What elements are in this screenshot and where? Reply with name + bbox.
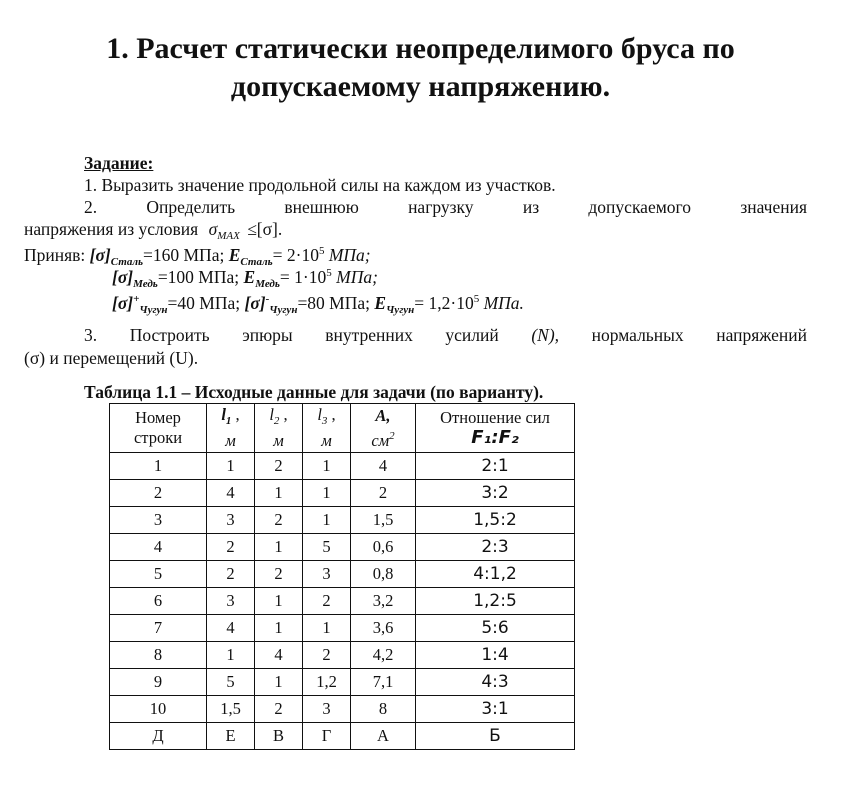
- le-condition: ≤[σ].: [247, 219, 283, 239]
- param-value: = 1,2·10: [414, 293, 474, 313]
- param-value: = 2·10: [272, 245, 319, 265]
- table-cell: 2: [255, 561, 303, 588]
- table-row: [110, 534, 575, 561]
- table-cell: 3:1: [416, 696, 575, 723]
- table-row: [110, 588, 575, 615]
- table-cell: 1,5: [207, 696, 255, 723]
- table-cell: 1: [303, 615, 351, 642]
- table-cell: 7,1: [351, 669, 416, 696]
- param-sub: Сталь: [240, 256, 273, 268]
- table-row: [110, 615, 575, 642]
- param-e-copper: E: [243, 267, 256, 287]
- param-unit: МПа;: [331, 267, 378, 287]
- word: 3.: [84, 325, 98, 345]
- task-item-1: 1. Выразить значение продольной силы на каждом из участков.: [84, 175, 556, 195]
- header-unit: м: [321, 431, 332, 450]
- word: нагрузку: [408, 197, 474, 217]
- table-cell: 7: [110, 615, 207, 642]
- table-cell: 4:3: [416, 669, 575, 696]
- table-cell: 2: [255, 453, 303, 480]
- table-row: [110, 669, 575, 696]
- table-cell: 1: [255, 534, 303, 561]
- table-cell: 5:6: [416, 615, 575, 642]
- table-cell: 4: [255, 642, 303, 669]
- task-label: Задание:: [84, 153, 154, 173]
- table-cell: 8: [351, 696, 416, 723]
- header-text: строки: [133, 428, 183, 447]
- variants-table: [109, 403, 575, 750]
- header-text: ,: [231, 405, 240, 424]
- param-sigma-copper: [σ]: [112, 267, 134, 287]
- param-unit: МПа.: [479, 293, 524, 313]
- header-symbol: A,: [375, 405, 391, 425]
- param-sigma-iron-minus: [σ]: [244, 293, 266, 313]
- table-cell: 2: [255, 507, 303, 534]
- param-value: =100 МПа;: [157, 267, 244, 287]
- table-cell: 1: [303, 507, 351, 534]
- table-cell: 9: [110, 669, 207, 696]
- table-row: [110, 642, 575, 669]
- table-cell: Г: [303, 723, 351, 750]
- table-cell: 1,5: [351, 507, 416, 534]
- table-cell: 4: [351, 453, 416, 480]
- table-header-row: [110, 404, 575, 453]
- param-sigma-steel: [σ]: [89, 245, 111, 265]
- table-cell: 1: [255, 669, 303, 696]
- param-exponent: 5: [473, 293, 480, 305]
- title-line-2: допускаемому напряжению.: [230, 70, 611, 103]
- table-cell: 3,2: [351, 588, 416, 615]
- table-cell: 5: [110, 561, 207, 588]
- sigma-max-subscript: MAX: [217, 230, 240, 242]
- table-cell: 1: [303, 480, 351, 507]
- param-sub: Чугун: [386, 304, 415, 316]
- table-cell: 3: [303, 561, 351, 588]
- table-cell: 2: [110, 480, 207, 507]
- header-l2: [255, 404, 303, 453]
- title-line-1: 1. Расчет статически неопределимого бруса по: [106, 32, 735, 65]
- task-heading: [84, 152, 153, 174]
- task-item-2-line-1: [84, 196, 807, 218]
- table-cell: 1: [303, 453, 351, 480]
- table-row: [110, 507, 575, 534]
- table-cell: В: [255, 723, 303, 750]
- table-cell: Б: [416, 723, 575, 750]
- table-cell: 1: [255, 480, 303, 507]
- header-unit: см: [371, 430, 390, 450]
- header-l3: [303, 404, 351, 453]
- table-row: [110, 453, 575, 480]
- param-sub: Чугун: [269, 304, 298, 316]
- param-sup: +: [133, 293, 140, 305]
- table-cell: 2: [351, 480, 416, 507]
- word: напряжений: [716, 325, 808, 345]
- header-symbol: F₁:F₂: [471, 427, 519, 448]
- table-cell: 3: [303, 696, 351, 723]
- header-text: Номер: [135, 408, 181, 427]
- header-unit: м: [225, 431, 236, 450]
- table-cell: 2: [207, 561, 255, 588]
- table-cell: 4: [207, 615, 255, 642]
- table-cell: 4:1,2: [416, 561, 575, 588]
- table-cell: 1: [255, 588, 303, 615]
- table-cell: 6: [110, 588, 207, 615]
- word: 2.: [84, 197, 98, 217]
- table-cell: 4,2: [351, 642, 416, 669]
- task-item-3-line-1: [84, 324, 807, 346]
- table-cell: 2:3: [416, 534, 575, 561]
- table-cell: 5: [303, 534, 351, 561]
- table-cell: 1,5:2: [416, 507, 575, 534]
- header-sub: 3: [321, 415, 328, 427]
- word: усилий: [445, 325, 499, 345]
- table-cell: 2: [207, 534, 255, 561]
- table-cell: 3: [207, 507, 255, 534]
- table-cell: 1:4: [416, 642, 575, 669]
- param-exponent: 5: [326, 267, 332, 279]
- word: значения: [740, 197, 808, 217]
- table-cell: 1,2: [303, 669, 351, 696]
- table-cell: А: [351, 723, 416, 750]
- header-symbol: l: [317, 405, 322, 424]
- word: из: [522, 197, 540, 217]
- table-cell: 3: [110, 507, 207, 534]
- table-cell: 1: [110, 453, 207, 480]
- table-cell: 4: [207, 480, 255, 507]
- table-row: [110, 696, 575, 723]
- document-title: [0, 30, 841, 106]
- condition-text: напряжения из условия: [24, 219, 199, 239]
- word: (N),: [531, 325, 560, 345]
- word: допускаемого: [588, 197, 692, 217]
- header-row-number: [110, 404, 207, 453]
- param-value: =160 МПа;: [143, 245, 229, 265]
- table-cell: 4: [110, 534, 207, 561]
- param-exponent: 5: [318, 245, 325, 257]
- table-cell: 3,6: [351, 615, 416, 642]
- table-cell: 10: [110, 696, 207, 723]
- sigma-symbol: σ: [208, 219, 218, 239]
- header-text: ,: [327, 405, 336, 424]
- header-force-ratio: [416, 404, 575, 453]
- param-sup: -: [265, 293, 270, 305]
- accepted-prefix: Приняв:: [24, 245, 86, 265]
- header-sup: 2: [389, 429, 395, 442]
- table-cell: 2: [255, 696, 303, 723]
- table-cell: 1,2:5: [416, 588, 575, 615]
- header-text: Отношение сил: [440, 408, 550, 427]
- param-sub: Медь: [255, 278, 280, 290]
- table-cell: 5: [207, 669, 255, 696]
- word: Построить: [129, 325, 210, 345]
- word: эпюры: [242, 325, 293, 345]
- task-item-3-line-2: (σ) и перемещений (U).: [24, 348, 199, 368]
- param-sub: Медь: [133, 278, 158, 290]
- param-value: =40 МПа;: [167, 293, 245, 313]
- header-symbol: l: [269, 405, 274, 424]
- params-line-3: [112, 288, 524, 321]
- table-caption: Таблица 1.1 – Исходные данные для задачи (по варианту).: [84, 382, 544, 402]
- header-area: [351, 404, 416, 453]
- header-sub: 2: [273, 415, 280, 427]
- param-e-iron: E: [374, 293, 387, 313]
- header-sub: 1: [225, 415, 232, 427]
- param-value: =80 МПа;: [297, 293, 375, 313]
- table-cell: Д: [110, 723, 207, 750]
- word: внешнюю: [284, 197, 359, 217]
- header-symbol: l: [221, 405, 226, 424]
- table-row: [110, 480, 575, 507]
- header-unit: м: [273, 431, 284, 450]
- table-cell: 3: [207, 588, 255, 615]
- table-cell: Е: [207, 723, 255, 750]
- table-cell: 1: [255, 615, 303, 642]
- param-sub: Чугун: [139, 304, 168, 316]
- param-unit: МПа;: [324, 245, 371, 265]
- table-cell: 2: [303, 642, 351, 669]
- word: Определить: [146, 197, 236, 217]
- param-sub: Сталь: [110, 256, 143, 268]
- table-cell: 2:1: [416, 453, 575, 480]
- param-e-steel: E: [228, 245, 241, 265]
- table-cell: 1: [207, 642, 255, 669]
- param-value: = 1·10: [279, 267, 327, 287]
- header-text: ,: [279, 405, 288, 424]
- table-cell: 2: [303, 588, 351, 615]
- header-l1: [207, 404, 255, 453]
- word: нормальных: [591, 325, 684, 345]
- table-row: [110, 561, 575, 588]
- table-cell: 8: [110, 642, 207, 669]
- table-cell: 0,6: [351, 534, 416, 561]
- param-sigma-iron-plus: [σ]: [112, 293, 134, 313]
- table-cell: 1: [207, 453, 255, 480]
- table-row: [110, 723, 575, 750]
- table-cell: 3:2: [416, 480, 575, 507]
- word: внутренних: [325, 325, 413, 345]
- table-cell: 0,8: [351, 561, 416, 588]
